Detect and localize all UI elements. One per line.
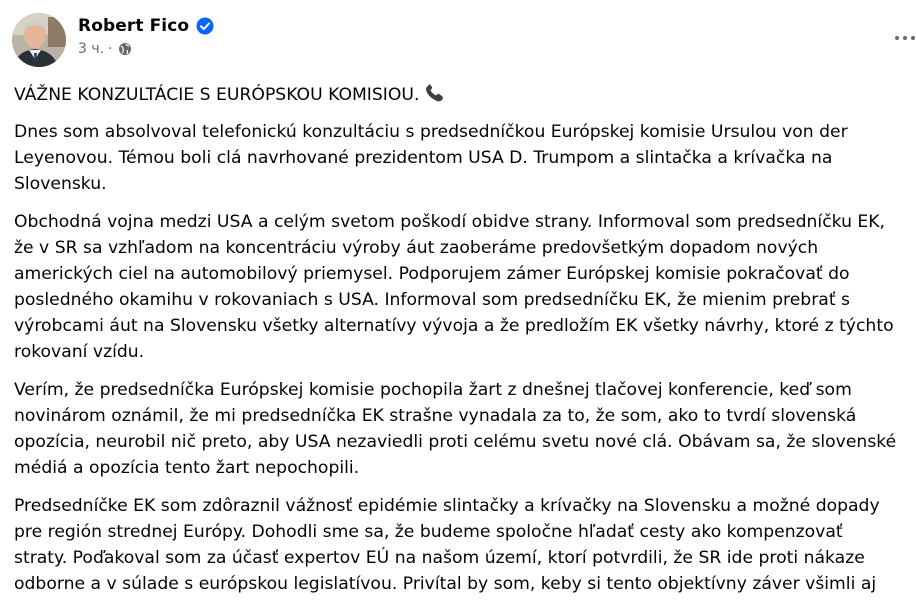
- text-line: Dnes som absolvoval telefonickú konzultáciu s predsedníčkou Európskej komisie Ursulou von der: [14, 122, 848, 142]
- text-line: Obchodná vojna medzi USA a celým svetom poškodí obidve strany. Informoval som predsedníčku EK,: [14, 212, 886, 232]
- post-title: VÁŽNE KONZULTÁCIE S EURÓPSKOU KOMISIOU.: [14, 85, 420, 105]
- globe-icon[interactable]: [118, 42, 132, 56]
- text-line: výrobcami áut na Slovensku všetky alternatívy vývoja a že predložím EK všetky návrhy, ktoré z týchto: [14, 316, 894, 336]
- text-line: Verím, že predsedníčka Európskej komisie pochopila žart z dnešnej tlačovej konferencie, keď som: [14, 380, 852, 400]
- text-line: amerických ciel na automobilový priemysel. Podporujem zámer Európskej komisie pokračovať do: [14, 264, 850, 284]
- text-line: Slovensku.: [14, 174, 107, 194]
- text-line: pre región strednej Európy. Dohodli sme sa, že budeme spoločne hľadať cesty ako kompenzovať: [14, 522, 843, 542]
- text-line: médiá a opozícia tento žart nepochopili.: [14, 458, 360, 478]
- text-line: straty. Poďakoval som za účasť expertov EÚ na našom území, ktorí potvrdili, že SR ide proti nákaze: [14, 548, 865, 568]
- meta-separator: ·: [108, 41, 113, 57]
- post-meta: [78, 41, 214, 57]
- post-paragraph-4: [14, 493, 916, 597]
- post-header: [12, 13, 214, 67]
- more-options-icon: [893, 28, 916, 48]
- more-options-button[interactable]: [893, 28, 916, 48]
- avatar[interactable]: [12, 13, 66, 67]
- post-title-paragraph: [14, 82, 916, 108]
- telephone-receiver-icon: [423, 82, 447, 104]
- author-row: [78, 16, 214, 36]
- verified-badge-icon: [196, 17, 214, 35]
- text-line: rokovaní vzídu.: [14, 342, 145, 362]
- text-line: posledného okamihu v rokovaniach s USA. Informoval som predsedníčku EK, že mienim prebrať s: [14, 290, 850, 310]
- post-paragraph-2: [14, 209, 916, 365]
- avatar-photo: [12, 13, 66, 67]
- author-name[interactable]: Robert Fico: [78, 16, 190, 36]
- author-block: [78, 16, 214, 57]
- text-line: novinárom oznámil, že mi predsedníčka EK strašne vynadala za to, že som, ako to tvrdí slovenská: [14, 406, 857, 426]
- post-timestamp[interactable]: 3 ч.: [78, 41, 105, 57]
- text-line: Predsedníčke EK som zdôraznil vážnosť epidémie slintačky a krívačky na Slovensku a možné dopady: [14, 496, 880, 516]
- post-paragraph-1: [14, 119, 916, 197]
- text-line: že v SR sa vzhľadom na koncentráciu výroby áut zaoberáme predovšetkým dopadom nových: [14, 238, 819, 258]
- text-line: Leyenovou. Témou boli clá navrhované prezidentom USA D. Trumpom a slintačka a krívačka na: [14, 148, 833, 168]
- text-line: odborne a v súlade s európskou legislatívou. Privítal by som, keby si tento objektívny záver všimli aj: [14, 574, 877, 594]
- text-line: opozícia, neurobil nič preto, aby USA nezaviedli proti celému svetu nové clá. Obávam sa, že slovenské: [14, 432, 897, 452]
- post-paragraph-3: [14, 377, 916, 481]
- post-text: [14, 82, 916, 609]
